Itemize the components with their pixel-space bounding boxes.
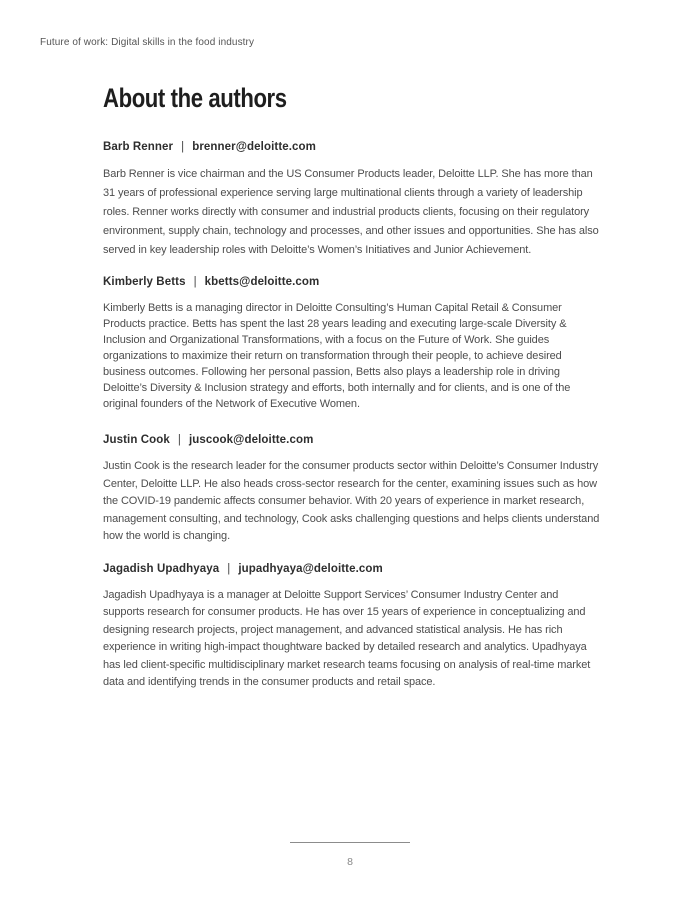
author-section-barb-renner xyxy=(103,140,600,260)
author-bio: Justin Cook is the research leader for the consumer products sector within Deloitte’s Consumer Industry Center, Deloitte LLP. He also heads cross-sector research for the center, examining issues such as how the COVID-19 pandemic affects consumer behavior. With 20 years of experience in market research, management consulting, and technology, Cook asks challenging questions and helps clients understand how the world is changing. xyxy=(103,460,600,542)
pipe-separator: | xyxy=(177,434,182,446)
footer-divider xyxy=(290,842,410,843)
author-bio: Jagadish Upadhyaya is a manager at Deloitte Support Services’ Consumer Industry Center and supports research for consumer products. He has over 15 years of experience in conceptualizing and designing research projects, project management, and advanced statistical analysis. He has rich experience in writing high-impact thoughtware backed by detailed research and analytics. Upadhyaya has led client-specific multidisciplinary market research teams focusing on analysis of real-time market data and identifying trends in the consumer products and retail space. xyxy=(103,588,591,688)
author-heading xyxy=(103,433,600,448)
page-title: About the authors xyxy=(103,83,287,113)
author-heading xyxy=(103,562,600,577)
author-name: Jagadish Upadhyaya xyxy=(103,562,220,575)
author-name: Barb Renner xyxy=(103,141,174,153)
author-heading xyxy=(103,275,600,290)
author-section-justin-cook xyxy=(103,433,600,546)
author-name: Justin Cook xyxy=(103,434,170,446)
about-authors-content xyxy=(103,84,600,692)
author-section-kimberly-betts xyxy=(103,275,600,412)
author-email: kbetts@deloitte.com xyxy=(204,276,320,288)
pipe-separator: | xyxy=(227,562,231,575)
author-email: juscook@deloitte.com xyxy=(189,434,314,446)
running-header: Future of work: Digital skills in the food industry xyxy=(40,37,255,48)
author-bio: Kimberly Betts is a managing director in Deloitte Consulting’s Human Capital Retail & Consumer Products practice. Betts has spent the last 28 years leading and executing large-scale Diversity & Inclusion and Organizational Transformations, with a focus on the Future of Work. She guides organizations to maximize their return on transformation through their people, to achieve desired business outcomes. Following her personal passion, Betts also plays a leadership role in driving Deloitte’s Diversity & Inclusion strategy and efforts, both internally and for clients, and is one of the original founders of the Network of Executive Women. xyxy=(103,302,571,410)
author-name: Kimberly Betts xyxy=(103,276,186,288)
author-email: jupadhyaya@deloitte.com xyxy=(238,562,383,575)
pipe-separator: | xyxy=(181,141,185,153)
author-section-jagadish-upadhyaya xyxy=(103,562,600,692)
pipe-separator: | xyxy=(193,276,197,288)
author-heading xyxy=(103,140,600,155)
author-bio: Barb Renner is vice chairman and the US Consumer Products leader, Deloitte LLP. She has more than 31 years of professional experience serving large multinational clients through a variety of leadership roles. Renner works directly with consumer and industrial products clients, focusing on their regulatory environment, supply chain, technology and processes, and other issues and opportunities. She has also served in key leadership roles with Deloitte’s Women’s Initiatives and Junior Achievement. xyxy=(103,168,599,256)
author-email: brenner@deloitte.com xyxy=(192,141,316,153)
page-number: 8 xyxy=(347,856,353,868)
